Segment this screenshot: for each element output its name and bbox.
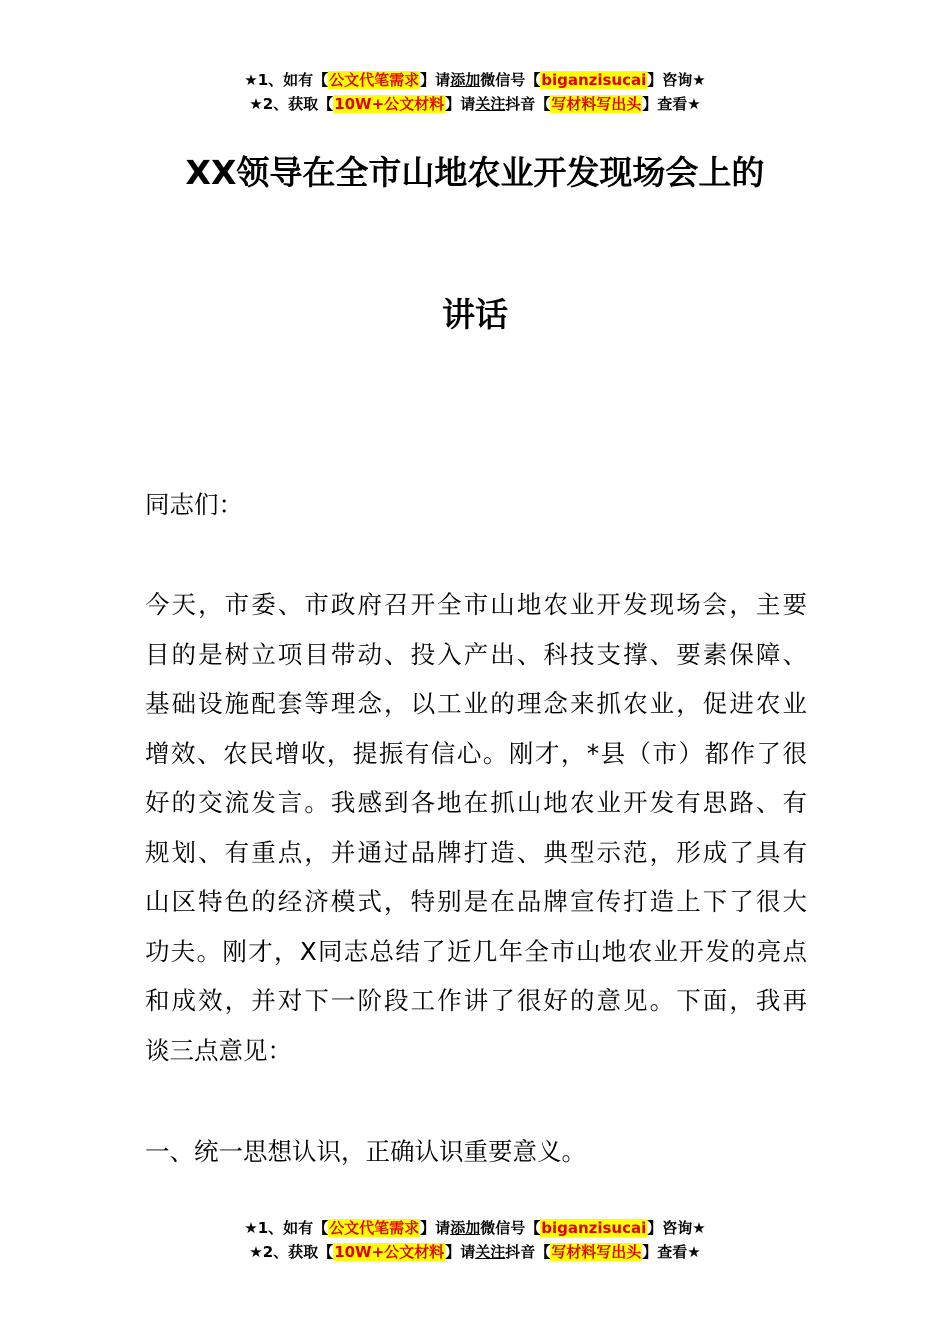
banner-line-2: ★2、获取【10W+公文材料】请关注抖音【写材料写出头】查看★ [249,95,701,113]
section-heading-1: 一、统一思想认识，正确认识重要意义。 [145,1137,586,1166]
document-title-line-2: 讲话 [442,295,508,334]
paragraph-line: 规划、有重点，并通过品牌打造、典型示范，形成了具有 [145,837,807,867]
banner-highlight-service: 公文代笔需求 [329,1219,420,1237]
document-title-line-1: XX领导在全市山地农业开发现场会上的 [185,153,765,192]
banner-highlight-wechat: biganzisucai [541,71,647,89]
banner-highlight-materials: 10W+公文材料 [334,1243,445,1261]
paragraph-line: 增效、农民增收，提振有信心。刚才，*县（市）都作了很 [145,738,807,768]
paragraph-line: 山区特色的经济模式，特别是在品牌宣传打造上下了很大 [145,887,807,916]
banner-highlight-service: 公文代笔需求 [329,71,420,89]
banner-highlight-materials: 10W+公文材料 [334,95,445,113]
banner-highlight-douyin: 写材料写出头 [551,95,642,113]
banner-line-1: ★1、如有【公文代笔需求】请添加微信号【biganzisucai】咨询★ [244,1219,706,1237]
footer-banner [0,1216,950,1264]
paragraph-line: 目的是树立项目带动、投入产出、科技支撑、要素保障、 [145,639,807,669]
salutation: 同志们： [145,490,243,519]
banner-highlight-wechat: biganzisucai [541,1219,647,1237]
paragraph-line: 谈三点意见： [145,1035,292,1065]
banner-line-1: ★1、如有【公文代笔需求】请添加微信号【biganzisucai】咨询★ [244,71,706,89]
paragraph-line: 基础设施配套等理念，以工业的理念来抓农业，促进农业 [145,689,807,718]
paragraph-line: 今天，市委、市政府召开全市山地农业开发现场会，主要 [145,590,807,619]
header-banner [0,68,950,116]
paragraph-line: 好的交流发言。我感到各地在抓山地农业开发有思路、有 [145,788,807,817]
opening-paragraph [145,580,807,1075]
paragraph-line: 功夫。刚才，X同志总结了近几年全市山地农业开发的亮点 [145,936,807,966]
banner-line-2: ★2、获取【10W+公文材料】请关注抖音【写材料写出头】查看★ [249,1243,701,1261]
banner-highlight-douyin: 写材料写出头 [551,1243,642,1261]
paragraph-line: 和成效，并对下一阶段工作讲了很好的意见。下面，我再 [145,986,807,1015]
